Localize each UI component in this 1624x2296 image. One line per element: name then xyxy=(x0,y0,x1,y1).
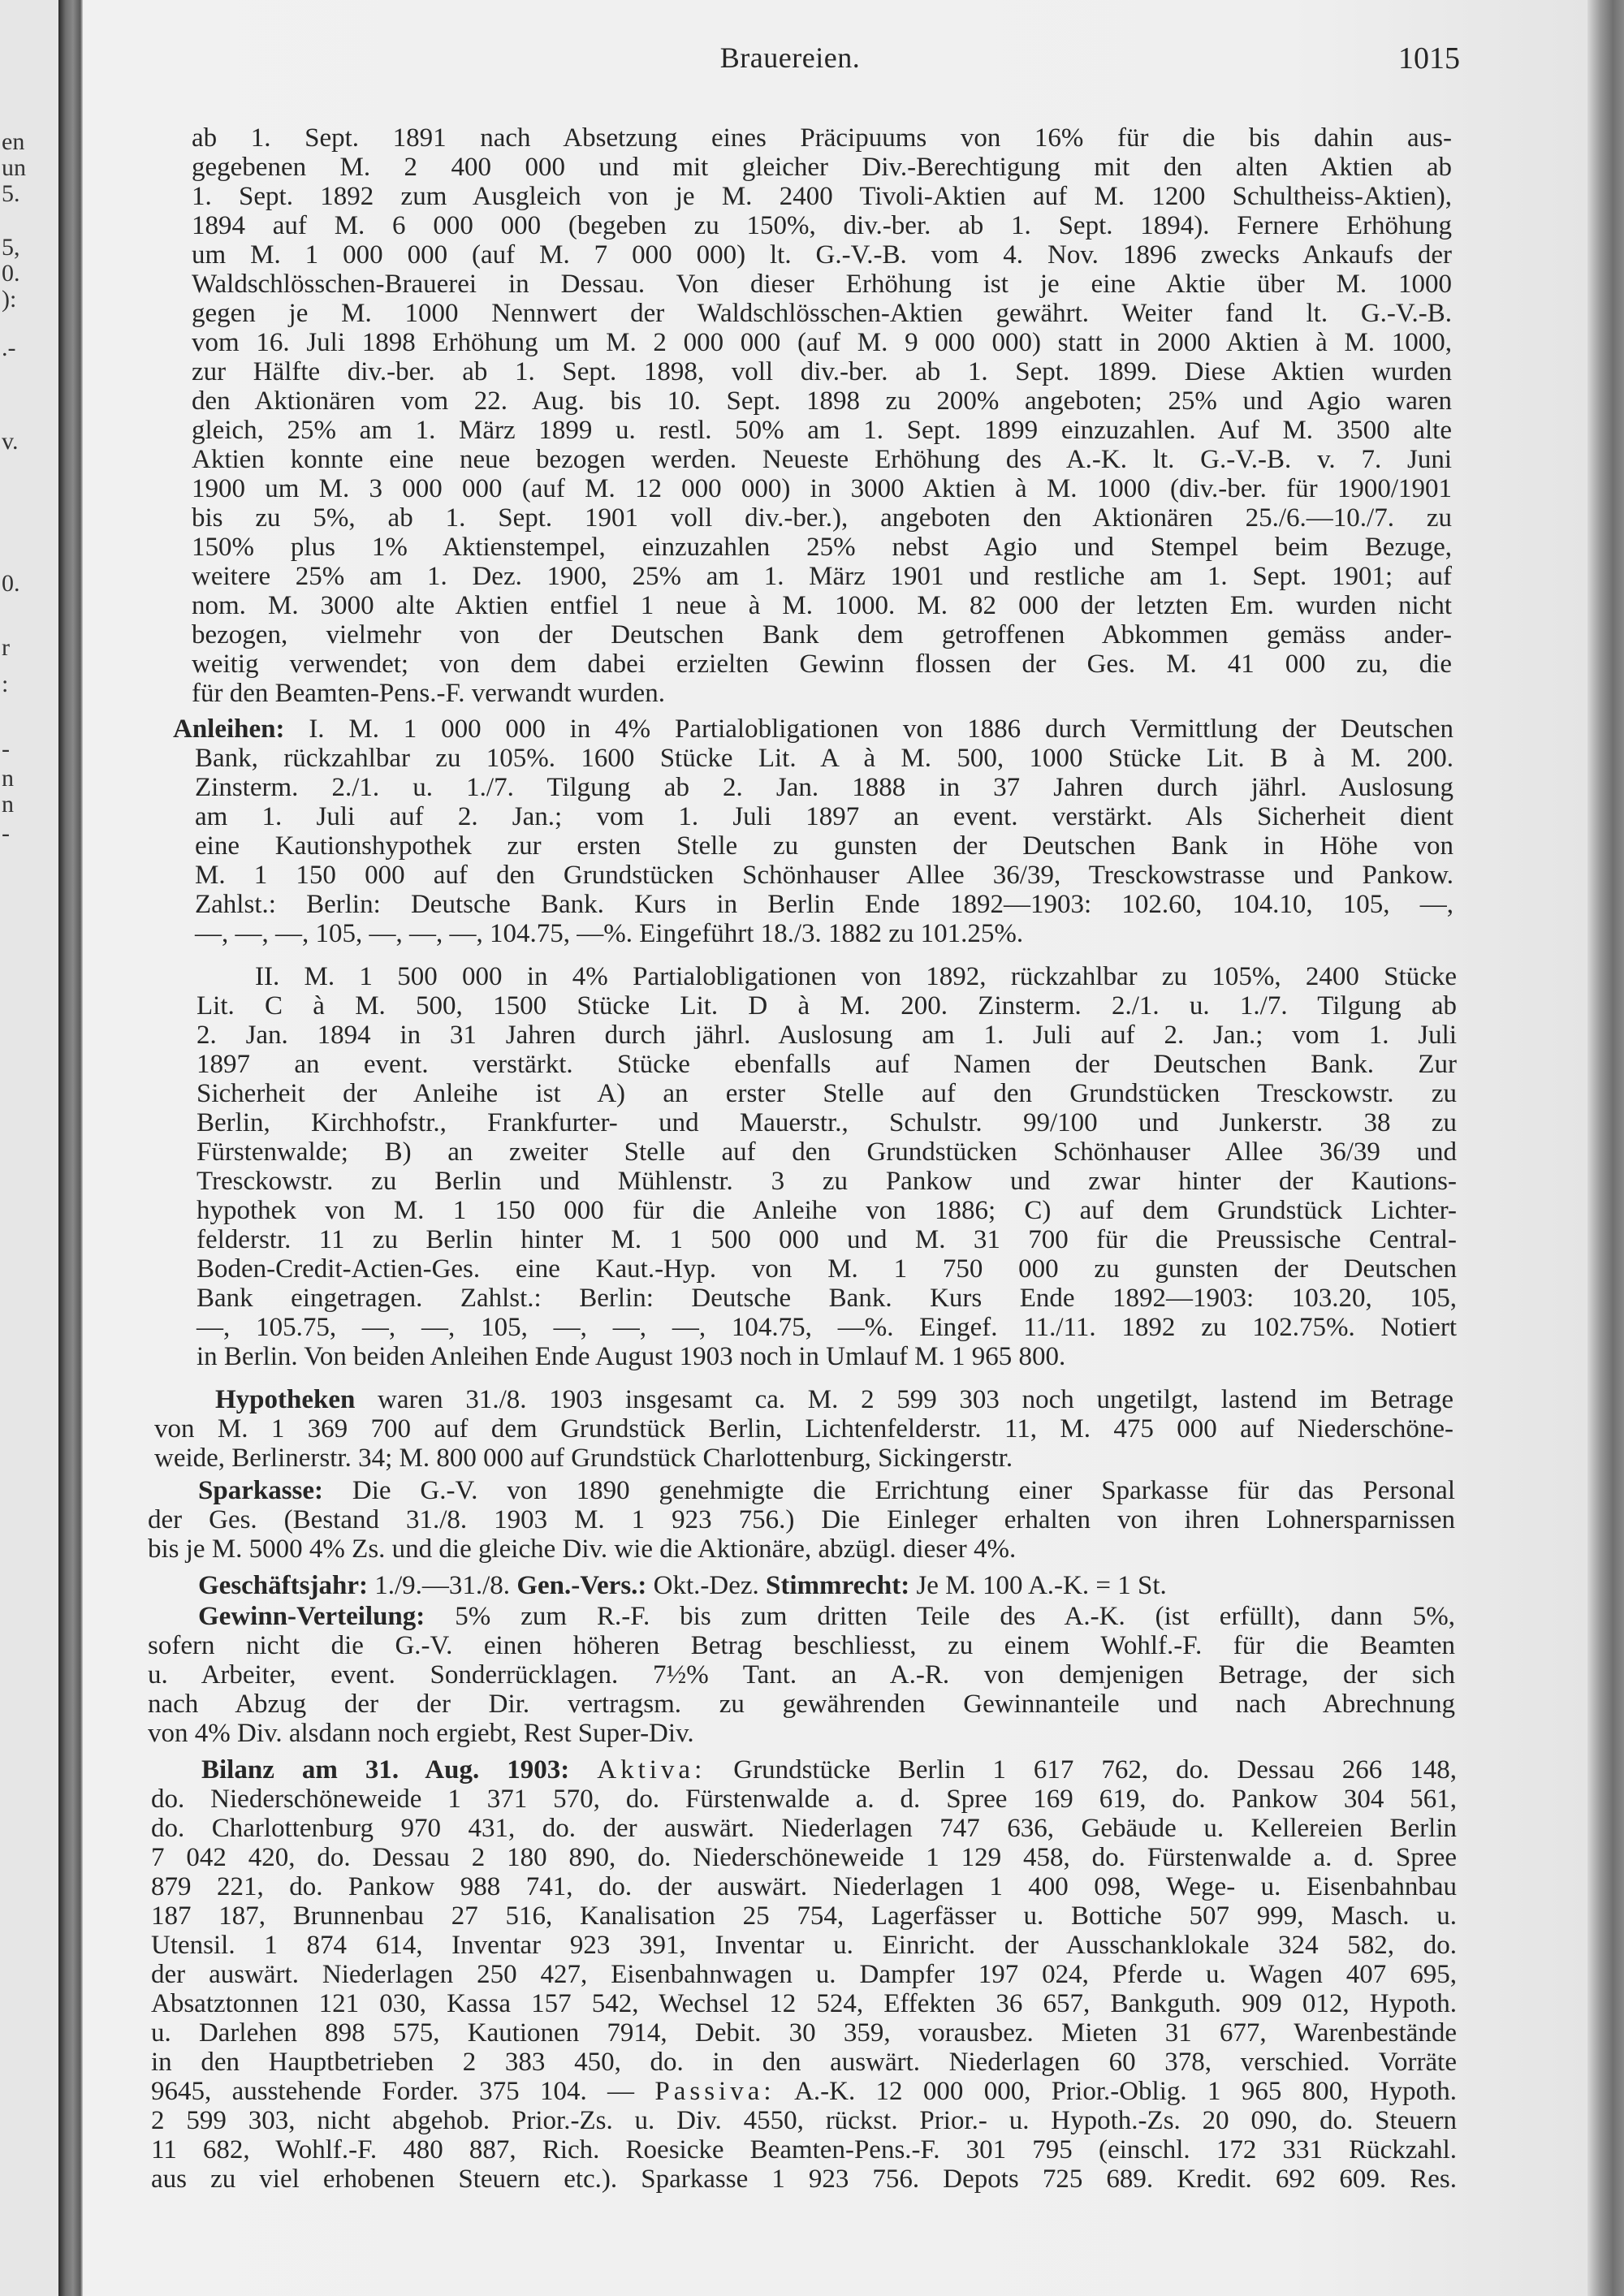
book-gutter xyxy=(58,0,83,2296)
text-line: 150% plus 1% Aktienstempel, einzuzahlen 25% nebst Agio und Stempel beim Bezuge, xyxy=(192,533,1452,562)
text-line: 879 221, do. Pankow 988 741, do. der auswärt. Niederlagen 1 400 098, Wege- u. Eisenbahnbau xyxy=(151,1872,1457,1901)
capital-history-paragraph xyxy=(192,123,1452,708)
bilanz-paragraph xyxy=(151,1755,1457,2194)
text-line: um M. 1 000 000 (auf M. 7 000 000) lt. G.-V.-B. vom 4. Nov. 1896 zwecks Ankaufs der xyxy=(192,240,1452,270)
hypotheken-paragraph xyxy=(154,1385,1453,1473)
margin-fragment: - xyxy=(2,820,10,847)
text-line: bezogen, vielmehr von der Deutschen Bank dem getroffenen Abkommen gemäss ander- xyxy=(192,620,1452,650)
text-line: in den Hauptbetrieben 2 383 450, do. in den auswärt. Niederlagen 60 378, verschied. Vorräte xyxy=(151,2048,1457,2077)
text-line: u. Arbeiter, event. Sonderrücklagen. 7½% Tant. an A.-R. von demjenigen Betrage, der sich xyxy=(148,1660,1455,1690)
section-heading: Sparkasse: xyxy=(198,1476,324,1505)
anleihen-section-1 xyxy=(173,714,1453,948)
text-line: weitig verwendet; von dem dabei erzielten Gewinn flossen der Ges. M. 41 000 zu, die xyxy=(192,650,1452,679)
text-line xyxy=(201,1755,1457,1785)
text-run: I. M. 1 000 000 in 4% Partialobligationen von 1886 durch Vermittlung der Deutschen xyxy=(284,714,1453,744)
text-line xyxy=(198,1571,1455,1600)
gewinn-verteilung-paragraph xyxy=(148,1602,1455,1748)
text-line: 1897 an event. verstärkt. Stücke ebenfalls auf Namen der Deutschen Bank. Zur xyxy=(197,1050,1457,1079)
text-line: Boden-Credit-Actien-Ges. eine Kaut.-Hyp. von M. 1 750 000 zu gunsten der Deutschen xyxy=(197,1254,1457,1284)
margin-fragment: r xyxy=(2,634,10,661)
text-line xyxy=(151,2077,1457,2106)
text-line: bis zu 5%, ab 1. Sept. 1901 voll div.-ber.), angeboten den Aktionären 25./6.—10./7. zu xyxy=(192,503,1452,533)
text-line: u. Darlehen 898 575, Kautionen 7914, Debit. 30 359, vorausbez. Mieten 31 677, Warenbestände xyxy=(151,2018,1457,2048)
text-run: Je M. 100 A.-K. = 1 St. xyxy=(909,1571,1167,1600)
text-run: Grundstücke Berlin 1 617 762, do. Dessau 266 148, xyxy=(706,1755,1457,1785)
section-heading: Gen.-Vers.: xyxy=(516,1571,647,1600)
text-line: gegen je M. 1000 Nennwert der Waldschlösschen-Aktien gewährt. Weiter fand lt. G.-V.-B. xyxy=(192,299,1452,328)
text-line: 2. Jan. 1894 in 31 Jahren durch jährl. Auslosung am 1. Juli auf 2. Jan.; vom 1. Juli xyxy=(197,1021,1457,1050)
text-line: Sicherheit der Anleihe ist A) an erster Stelle auf den Grundstücken Tresckowstr. zu xyxy=(197,1079,1457,1108)
margin-fragment: n xyxy=(2,765,14,792)
text-line: Lit. C à M. 500, 1500 Stücke Lit. D à M. 200. Zinsterm. 2./1. u. 1./7. Tilgung ab xyxy=(197,991,1457,1021)
text-line: Bank eingetragen. Zahlst.: Berlin: Deutsche Bank. Kurs Ende 1892—1903: 103.20, 105, xyxy=(197,1284,1457,1313)
section-heading: Anleihen: xyxy=(173,714,285,744)
text-run: 9645, ausstehende Forder. 375 104. — xyxy=(151,2077,655,2106)
text-line: zur Hälfte div.-ber. ab 1. Sept. 1898, voll div.-ber. ab 1. Sept. 1899. Diese Aktien wurden xyxy=(192,357,1452,386)
margin-fragment: 5, xyxy=(2,234,20,261)
spaced-label: Passiva: xyxy=(654,2077,775,2106)
text-line: gegebenen M. 2 400 000 und mit gleicher Div.-Berechtigung mit den alten Aktien ab xyxy=(192,153,1452,182)
text-line xyxy=(198,1602,1455,1631)
text-line: gleich, 25% am 1. März 1899 u. restl. 50% am 1. Sept. 1899 einzuzahlen. Auf M. 3500 alte xyxy=(192,416,1452,445)
text-line: 1900 um M. 3 000 000 (auf M. 12 000 000) in 3000 Aktien à M. 1000 (div.-ber. für 1900/1901 xyxy=(192,474,1452,503)
section-heading: Geschäftsjahr: xyxy=(198,1571,368,1600)
text-run: waren 31./8. 1903 insgesamt ca. M. 2 599 303 noch ungetilgt, lastend im Betrage xyxy=(355,1385,1453,1414)
margin-fragment: en xyxy=(2,128,25,155)
section-heading: Stimmrecht: xyxy=(766,1571,910,1600)
text-run: A.-K. 12 000 000, Prior.-Oblig. 1 965 800, Hypoth. xyxy=(775,2077,1457,2106)
text-line: ab 1. Sept. 1891 nach Absetzung eines Präcipuums von 16% für die bis dahin aus- xyxy=(192,123,1452,153)
text-line: der Ges. (Bestand 31./8. 1903 M. 1 923 756.) Die Einleger erhalten von ihren Lohnersparnissen xyxy=(148,1505,1455,1534)
text-run: Die G.-V. von 1890 genehmigte die Errichtung einer Sparkasse für das Personal xyxy=(323,1476,1455,1505)
text-line xyxy=(173,714,1453,744)
text-line: am 1. Juli auf 2. Jan.; vom 1. Juli 1897 an event. verstärkt. Als Sicherheit dient xyxy=(195,802,1453,831)
geschaeftsjahr-line xyxy=(198,1571,1455,1600)
text-line: 2 599 303, nicht abgehob. Prior.-Zs. u. Div. 4550, rückst. Prior.- u. Hypoth.-Zs. 20 090, do. Steuern xyxy=(151,2106,1457,2135)
running-title: Brauereien. xyxy=(719,41,861,74)
margin-fragment: 0. xyxy=(2,570,20,597)
text-line: Utensil. 1 874 614, Inventar 923 391, Inventar u. Einricht. der Ausschanklokale 324 582, do. xyxy=(151,1931,1457,1960)
text-line: —, —, —, 105, —, —, —, 104.75, —%. Eingeführt 18./3. 1882 zu 101.25%. xyxy=(195,919,1024,948)
text-line: do. Charlottenburg 970 431, do. der auswärt. Niederlagen 747 636, Gebäude u. Kellereien Berlin xyxy=(151,1814,1457,1843)
text-line: Fürstenwalde; B) an zweiter Stelle auf den Grundstücken Schönhauser Allee 36/39 und xyxy=(197,1137,1457,1167)
text-line: weide, Berlinerstr. 34; M. 800 000 auf Grundstück Charlottenburg, Sickingerstr. xyxy=(154,1444,1013,1473)
section-heading: Gewinn-Verteilung: xyxy=(198,1602,425,1631)
text-line: bis je M. 5000 4% Zs. und die gleiche Div. wie die Aktionäre, abzügl. dieser 4%. xyxy=(148,1534,1017,1564)
text-line: 7 042 420, do. Dessau 2 180 890, do. Niederschöneweide 1 129 458, do. Fürstenwalde a. d. Spree xyxy=(151,1843,1457,1872)
text-line: Zinsterm. 2./1. u. 1./7. Tilgung ab 2. Jan. 1888 in 37 Jahren durch jährl. Auslosung xyxy=(195,773,1453,802)
margin-fragment: n xyxy=(2,791,14,818)
text-line: eine Kautionshypothek zur ersten Stelle zu gunsten der Deutschen Bank in Höhe von xyxy=(195,831,1453,861)
text-line: Waldschlösschen-Brauerei in Dessau. Von dieser Erhöhung ist je eine Aktie über M. 1000 xyxy=(192,270,1452,299)
margin-fragment: un xyxy=(2,154,26,181)
text-line: 11 682, Wohlf.-F. 480 887, Rich. Roesicke Beamten-Pens.-F. 301 795 (einschl. 172 331 Rückzahl. xyxy=(151,2135,1457,2164)
text-line: Bank, rückzahlbar zu 105%. 1600 Stücke Lit. A à M. 500, 1000 Stücke Lit. B à M. 200. xyxy=(195,744,1453,773)
text-line: do. Niederschöneweide 1 371 570, do. Fürstenwalde a. d. Spree 169 619, do. Pankow 304 561, xyxy=(151,1785,1457,1814)
text-run: 5% zum R.-F. bis zum dritten Teile des A.-K. (ist erfüllt), dann 5%, xyxy=(425,1602,1455,1631)
text-line: den Aktionären vom 22. Aug. bis 10. Sept. 1898 zu 200% angeboten; 25% und Agio waren xyxy=(192,386,1452,416)
text-line: nom. M. 3000 alte Aktien entfiel 1 neue à M. 1000. M. 82 000 der letzten Em. wurden nicht xyxy=(192,591,1452,620)
text-line: nach Abzug der der Dir. vertragsm. zu gewährenden Gewinnanteile und nach Abrechnung xyxy=(148,1690,1455,1719)
text-line xyxy=(215,1385,1453,1414)
anleihen-section-2 xyxy=(197,962,1457,1371)
sparkasse-paragraph xyxy=(148,1476,1455,1564)
text-line: Aktien konnte eine neue bezogen werden. Neueste Erhöhung des A.-K. lt. G.-V.-B. v. 7. Juni xyxy=(192,445,1452,474)
text-line: von M. 1 369 700 auf dem Grundstück Berlin, Lichtenfelderstr. 11, M. 475 000 auf Niederschöne- xyxy=(154,1414,1453,1444)
margin-fragment: .- xyxy=(2,334,16,361)
margin-fragment: ): xyxy=(2,286,17,313)
text-line: vom 16. Juli 1898 Erhöhung um M. 2 000 000 (auf M. 9 000 000) statt in 2000 Aktien à M. 1000, xyxy=(192,328,1452,357)
text-line: —, 105.75, —, —, 105, —, —, —, 104.75, —%. Eingef. 11./11. 1892 zu 102.75%. Notiert xyxy=(197,1313,1457,1342)
text-line: 187 187, Brunnenbau 27 516, Kanalisation 25 754, Lagerfässer u. Bottiche 507 999, Masch. u. xyxy=(151,1901,1457,1931)
text-line: Tresckowstr. zu Berlin und Mühlenstr. 3 zu Pankow und zwar hinter der Kautions- xyxy=(197,1167,1457,1196)
margin-fragment: - xyxy=(2,736,10,762)
previous-page-margin xyxy=(0,0,58,2296)
page-edge xyxy=(1587,0,1624,2296)
section-heading: Hypotheken xyxy=(215,1385,356,1414)
text-line: II. M. 1 500 000 in 4% Partialobligationen von 1892, rückzahlbar zu 105%, 2400 Stücke xyxy=(255,962,1457,991)
text-run: 1./9.—31./8. xyxy=(367,1571,517,1600)
text-line: 1. Sept. 1892 zum Ausgleich von je M. 2400 Tivoli-Aktien auf M. 1200 Schultheiss-Aktien), xyxy=(192,182,1452,211)
text-line: Absatztonnen 121 030, Kassa 157 542, Wechsel 12 524, Effekten 36 657, Bankguth. 909 012, Hypoth. xyxy=(151,1989,1457,2018)
text-line: für den Beamten-Pens.-F. verwandt wurden. xyxy=(192,679,665,708)
text-line: aus zu viel erhobenen Steuern etc.). Sparkasse 1 923 756. Depots 725 689. Kredit. 692 609. Res. xyxy=(151,2164,1457,2194)
page-number: 1015 xyxy=(1398,41,1460,76)
text-line xyxy=(198,1476,1455,1505)
text-run: Okt.-Dez. xyxy=(646,1571,767,1600)
text-line: felderstr. 11 zu Berlin hinter M. 1 500 000 und M. 31 700 für die Preussische Central- xyxy=(197,1225,1457,1254)
text-line: der auswärt. Niederlagen 250 427, Eisenbahnwagen u. Dampfer 197 024, Pferde u. Wagen 407 695, xyxy=(151,1960,1457,1989)
section-heading: Bilanz am 31. Aug. 1903: xyxy=(201,1755,570,1785)
margin-fragment: 0. xyxy=(2,260,20,287)
margin-fragment: v. xyxy=(2,428,19,455)
text-line: hypothek von M. 1 150 000 für die Anleihe von 1886; C) auf dem Grundstück Lichter- xyxy=(197,1196,1457,1225)
text-line: Zahlst.: Berlin: Deutsche Bank. Kurs in Berlin Ende 1892—1903: 102.60, 104.10, 105, —, xyxy=(195,890,1453,919)
text-line: 1894 auf M. 6 000 000 (begeben zu 150%, div.-ber. ab 1. Sept. 1894). Fernere Erhöhung xyxy=(192,211,1452,240)
spaced-label: Aktiva: xyxy=(597,1755,706,1785)
text-line: sofern nicht die G.-V. einen höheren Betrag beschliesst, zu einem Wohlf.-F. für die Beamten xyxy=(148,1631,1455,1660)
margin-fragment: : xyxy=(2,671,9,697)
text-line: in Berlin. Von beiden Anleihen Ende August 1903 noch in Umlauf M. 1 965 800. xyxy=(197,1342,1066,1371)
margin-fragment: 5. xyxy=(2,180,20,207)
text-run xyxy=(569,1755,597,1785)
text-line: M. 1 150 000 auf den Grundstücken Schönhauser Allee 36/39, Tresckowstrasse und Pankow. xyxy=(195,861,1453,890)
text-line: von 4% Div. alsdann noch ergiebt, Rest Super-Div. xyxy=(148,1719,694,1748)
text-line: weitere 25% am 1. Dez. 1900, 25% am 1. März 1901 und restliche am 1. Sept. 1901; auf xyxy=(192,562,1452,591)
text-line: Berlin, Kirchhofstr., Frankfurter- und Mauerstr., Schulstr. 99/100 und Junkerstr. 38 zu xyxy=(197,1108,1457,1137)
